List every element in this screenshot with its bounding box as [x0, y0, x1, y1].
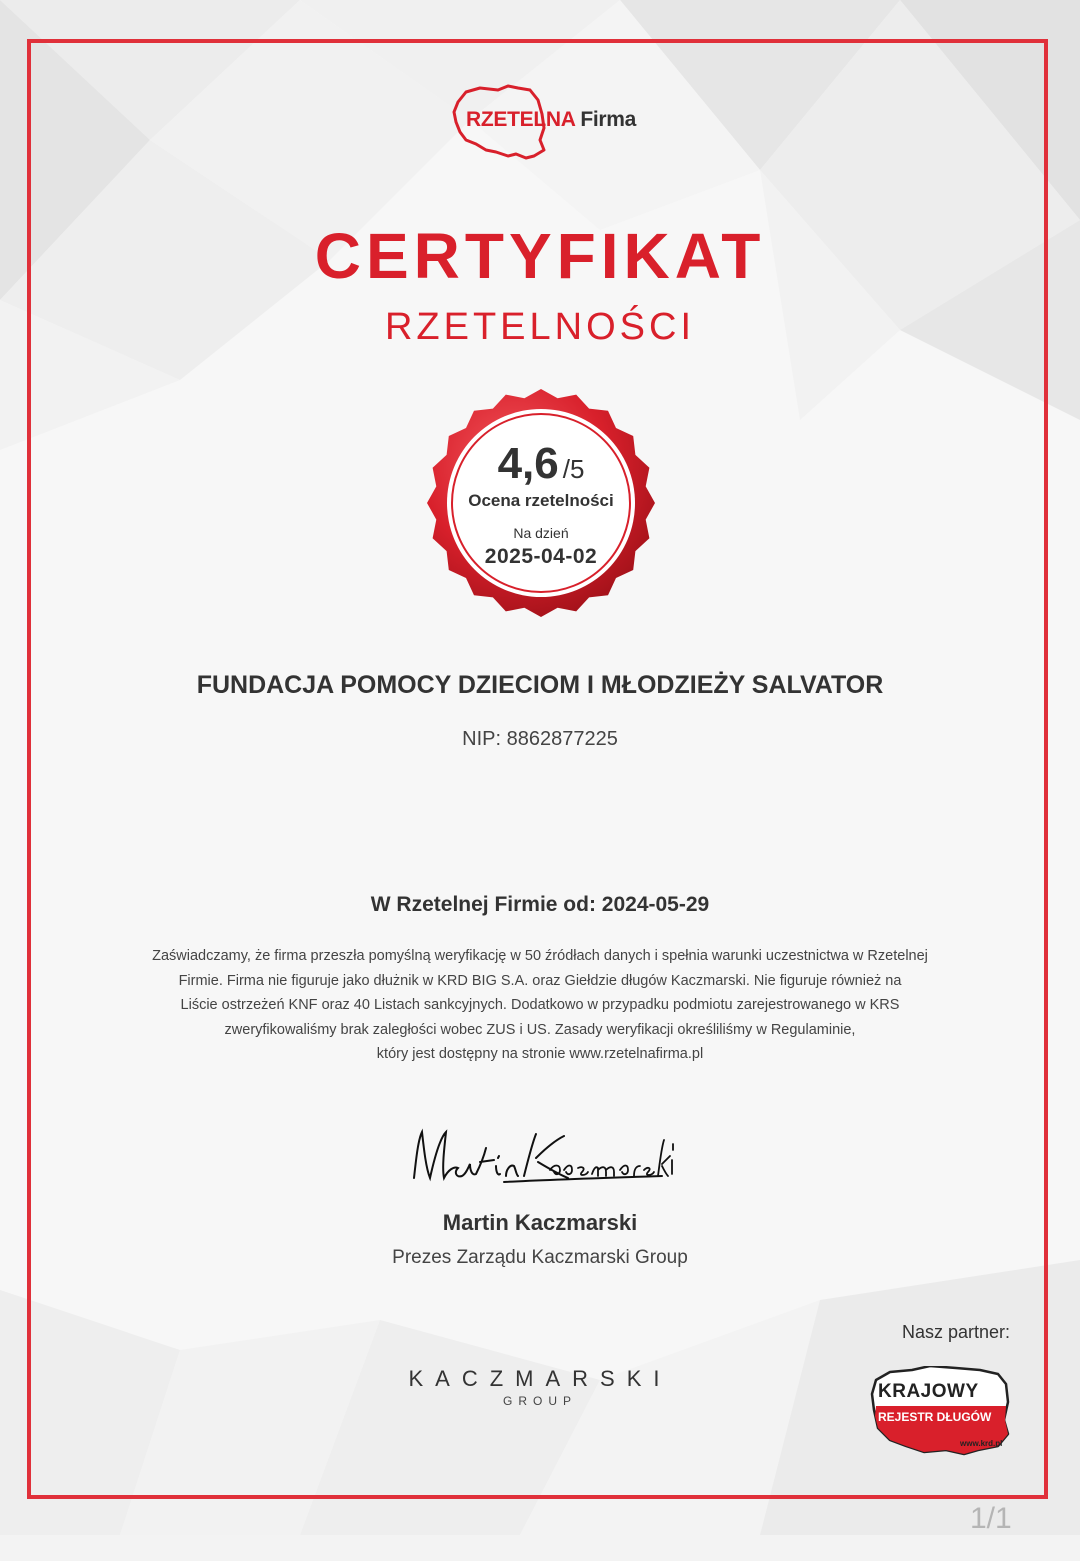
krd-partner-logo [868, 1366, 1012, 1460]
kaczmarski-logo-main: KACZMARSKI [408, 1366, 672, 1391]
body-line: zweryfikowaliśmy brak zaległości wobec ZUS i US. Zasady weryfikacji określiliśmy w Regulaminie, [224, 1021, 856, 1038]
kaczmarski-group-logo [380, 1366, 700, 1416]
membership-since: W Rzetelnej Firmie od: 2024-05-29 [370, 893, 710, 916]
brand-name-dark: Firma [580, 108, 637, 131]
rating-date-label: Na dzień [513, 525, 569, 541]
rating-max: /5 [562, 454, 585, 484]
body-line: Firmie. Firma nie figuruje jako dłużnik w KRD BIG S.A. oraz Giełdzie długów Kaczmarski. Nie figuruje również na [178, 972, 902, 989]
partner-label: Nasz partner: [901, 1322, 1010, 1342]
company-nip: NIP: 8862877225 [462, 728, 618, 750]
rating-label: Ocena rzetelności [468, 491, 614, 510]
body-line: który jest dostępny na stronie www.rzetelnafirma.pl [376, 1046, 704, 1062]
rzetelna-firma-logo [446, 84, 646, 164]
body-line: Liście ostrzeżeń KNF oraz 40 Listach sankcyjnych. Dodatkowo w przypadku podmiotu zarejestrowanego w KRS [180, 997, 900, 1013]
page-indicator: 1/1 [970, 1502, 1012, 1535]
handwritten-signature [400, 1120, 680, 1200]
rating-seal [425, 387, 657, 619]
company-name: FUNDACJA POMOCY DZIECIOM I MŁODZIEŻY SALVATOR [196, 671, 884, 699]
body-line: Zaświadczamy, że firma przeszła pomyślną weryfikację w 50 źródłach danych i spełnia warunki uczestnictwa w Rzetelnej [152, 948, 928, 964]
certificate-body [70, 944, 1010, 1067]
rating-date: 2025-04-02 [484, 545, 598, 568]
kaczmarski-logo-sub: GROUP [502, 1394, 577, 1408]
rating-score: 4,6 [497, 439, 559, 488]
brand-name-red: RZETELNA [466, 108, 575, 131]
certificate-subtitle: RZETELNOŚCI [384, 306, 696, 348]
signer-name: Martin Kaczmarski [442, 1210, 638, 1235]
certificate-title: CERTYFIKAT [314, 220, 766, 292]
signer-role: Prezes Zarządu Kaczmarski Group [392, 1247, 688, 1268]
krd-logo-main: KRAJOWY [878, 1381, 979, 1402]
krd-logo-sub: REJESTR DŁUGÓW [878, 1410, 992, 1424]
krd-logo-url: www.krd.pl [960, 1439, 1003, 1448]
